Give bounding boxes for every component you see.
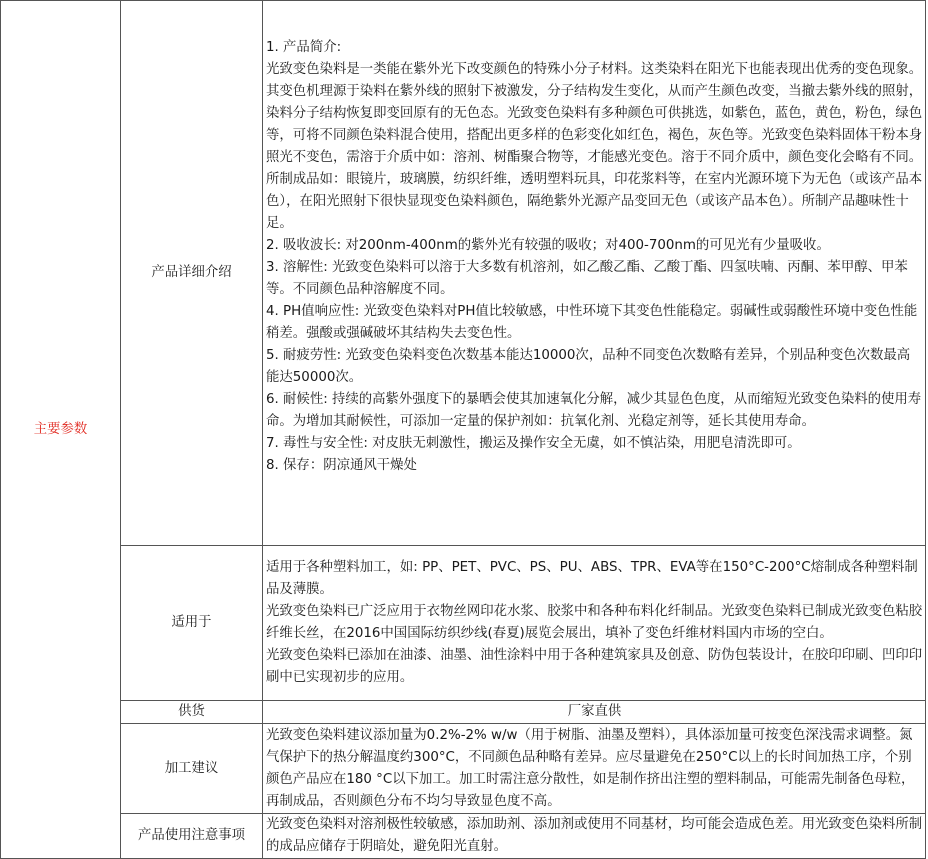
fatigue-text: 5. 耐疲劳性: 光致变色染料变色次数基本能达10000次，品种不同变色次数略有差异，个别品种变色次数最高能达50000次。 xyxy=(266,348,911,385)
content-cell[interactable] xyxy=(263,724,926,814)
coating-text: 光致变色染料已添加在油漆、油墨、油性涂料中用于各种建筑家具及创意、防伪包装设计，在胶印印刷、凹印印刷中已实现初步的应用。 xyxy=(266,648,923,685)
content-cell[interactable] xyxy=(263,546,926,701)
row-label-applications: 适用于 xyxy=(171,615,212,630)
row-label-detail: 产品详细介绍 xyxy=(151,265,232,280)
row-label-precautions: 产品使用注意事项 xyxy=(137,828,246,843)
row-label-supply: 供货 xyxy=(178,704,205,719)
main-params-cell[interactable] xyxy=(1,1,121,859)
intro-heading: 1. 产品简介: xyxy=(266,40,342,55)
supply-text: 厂家直供 xyxy=(567,704,622,719)
table-row xyxy=(1,701,926,724)
label-cell[interactable] xyxy=(121,546,263,701)
label-cell[interactable] xyxy=(121,814,263,859)
intro-text: 光致变色染料是一类能在紫外光下改变颜色的特殊小分子材料。这类染料在阳光下也能表现出优秀的变色现象。其变色机理源于染料在紫外线的照射下被激发，分子结构发生变化，从而产生颜色改变，当撤去紫外线的照射，染料分子结构恢复即变回原有的无色态。光致变色染料有多种颜色可供挑选，如紫色，蓝色，黄色，粉色，绿色等，可将不同颜色染料混合使用，搭配出更多样的色彩变化如红色，褐色，灰色等。光致变色染料固体干粉本身照光不变色，需溶于介质中如：溶剂、树酯聚合物等，才能感光变色。溶于不同介质中，颜色变化会略有不同。所制成品如：眼镜片，玻璃膜，纺织纤维，透明塑料玩具，印花浆料等，在室内光源环境下为无色（或该产品本色），在阳光照射下很快显现变色染料颜色，隔绝紫外光源产品变回无色（或该产品本色）。所制产品趣味性十足。 xyxy=(266,62,923,231)
weather-text: 6. 耐候性: 持续的高紫外强度下的暴晒会使其加速氧化分解，减少其显色色度，从而缩短光致变色染料的使用寿命。为增加其耐候性，可添加一定量的保护剂如：抗氧化剂、光稳定剂等，延长其使用寿命。 xyxy=(266,392,922,429)
safety-text: 7. 毒性与安全性: 对皮肤无刺激性，搬运及操作安全无虞，如不慎沾染，用肥皂清洗即可。 xyxy=(266,436,801,451)
textile-text: 光致变色染料已广泛应用于衣物丝网印花水浆、胶浆中和各种布料化纤制品。光致变色染料已制成光致变色粘胶纤维长丝，在2016中国国际纺织纱线(春夏)展览会展出，填补了变色纤维材料国内市场的空白。 xyxy=(266,604,923,641)
ph-text: 4. PH值响应性: 光致变色染料对PH值比较敏感，中性环境下其变色性能稳定。弱碱性或弱酸性环境中变色性能稍差。强酸或强碱破坏其结构失去变色性。 xyxy=(266,304,918,341)
label-cell[interactable] xyxy=(121,1,263,546)
table-row xyxy=(1,724,926,814)
processing-text: 光致变色染料建议添加量为0.2%-2% w/w（用于树脂、油墨及塑料），具体添加量可按变色深浅需求调整。氮气保护下的热分解温度约300°C，不同颜色品种略有差异。应尽量避免在250°C以上的长时间加热工序，个别颜色产品应在180 °C以下加工。加工时需注意分散性，如是制作挤出注塑的塑料制品，可能需先制备色母粒，再制成品，否则颜色分布不均匀导致显色度不高。 xyxy=(266,727,915,809)
precautions-text: 光致变色染料对溶剂极性较敏感，添加助剂、添加剂或使用不同基材，均可能会造成色差。用光致变色染料所制的成品应储存于阴暗处，避免阳光直射。 xyxy=(266,817,923,854)
row-label-processing: 加工建议 xyxy=(164,760,219,776)
table-row xyxy=(1,1,926,546)
absorption-text: 2. 吸收波长: 对200nm-400nm的紫外光有较强的吸收；对400-700nm的可见光有少量吸收。 xyxy=(266,238,830,253)
content-cell[interactable] xyxy=(263,701,926,724)
content-cell[interactable] xyxy=(263,814,926,859)
main-params-label: 主要参数 xyxy=(33,421,88,437)
plastics-text: 适用于各种塑料加工，如: PP、PET、PVC、PS、PU、ABS、TPR、EVA等在150°C-200°C熔制成各种塑料制品及薄膜。 xyxy=(266,560,918,597)
table-row xyxy=(1,814,926,859)
label-cell[interactable] xyxy=(121,724,263,814)
solubility-text: 3. 溶解性: 光致变色染料可以溶于大多数有机溶剂，如乙酸乙酯、乙酸丁酯、四氢呋喃、丙酮、苯甲醇、甲苯等。不同颜色品种溶解度不同。 xyxy=(266,260,908,297)
storage-text: 8. 保存：阴凉通风干燥处 xyxy=(266,458,417,473)
content-cell[interactable] xyxy=(263,1,926,546)
table-row xyxy=(1,546,926,701)
label-cell[interactable] xyxy=(121,701,263,724)
